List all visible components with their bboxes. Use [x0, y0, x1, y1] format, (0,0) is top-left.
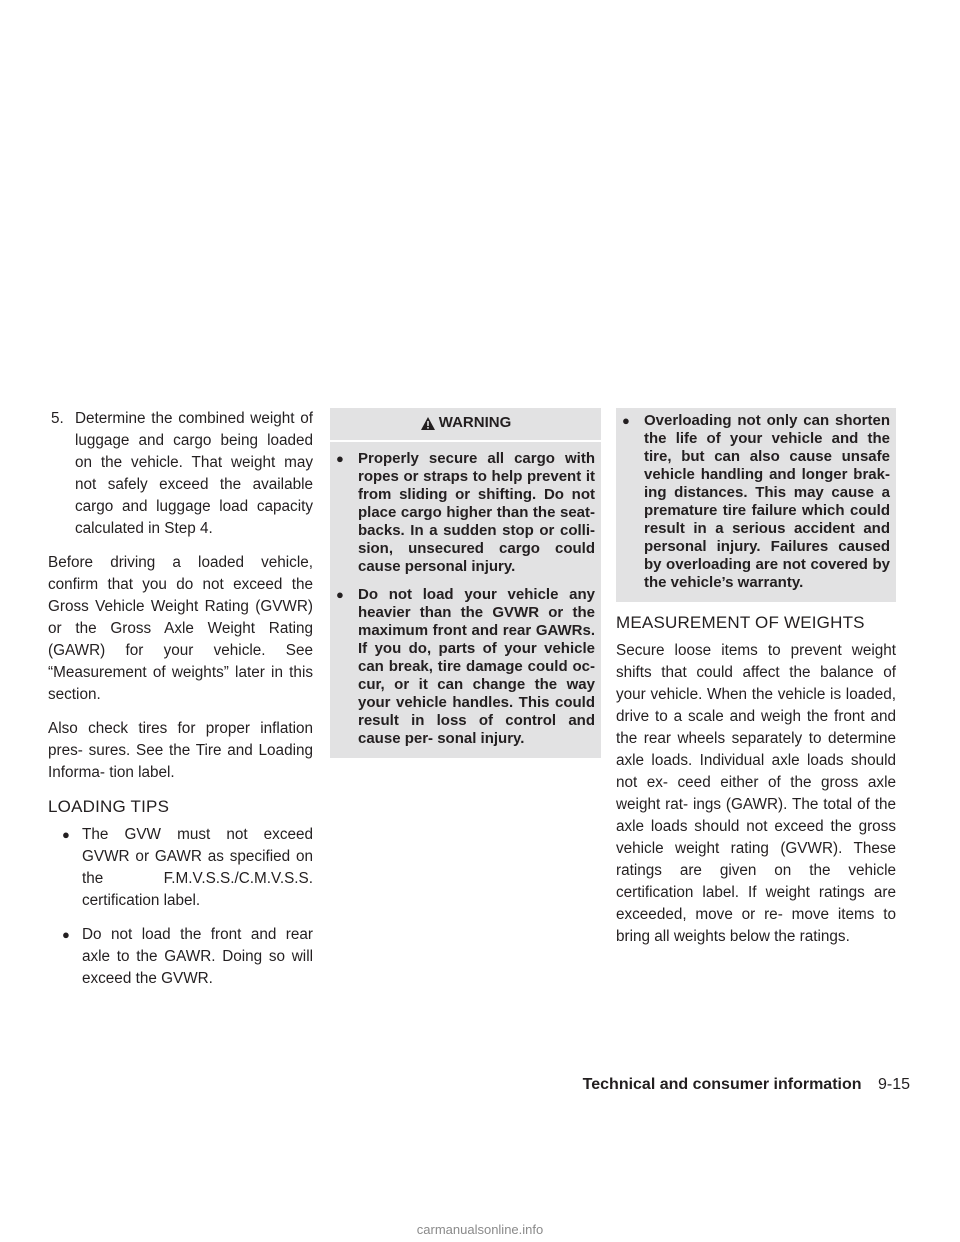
bullet-text: Do not load the front and rear axle to the GAWR. Doing so will exceed the GVWR. [82, 926, 313, 987]
footer-section-title: Technical and consumer information [582, 1076, 862, 1093]
step-5 [48, 408, 313, 540]
loading-tips-heading: LOADING TIPS [48, 797, 170, 816]
warning-item-text: Overloading not only can shorten the life of your vehicle and the tire, but can also cause unsafe vehicle handling and longer brak- ing distances. This may cause a premature tire failure which could result in a serious accident and personal injury. Failures caused by overloading are not covered by the vehicle’s warranty. [644, 412, 890, 591]
warning-header [330, 412, 601, 442]
warning-item [336, 586, 595, 748]
bullet-icon: ● [622, 413, 630, 428]
column-3 [616, 408, 896, 960]
bullet-icon: ● [336, 587, 344, 602]
bullet-item [62, 824, 313, 912]
measurement-heading: MEASUREMENT OF WEIGHTS [616, 613, 865, 632]
bullet-item [62, 924, 313, 990]
warning-title: WARNING [438, 414, 512, 431]
bullet-icon: ● [336, 451, 344, 466]
paragraph-measurement: Secure loose items to prevent weight shifts that could affect the balance of your vehicle. When the vehicle is loaded, drive to a scale and weigh the front and the rear wheels separately to determine axle loads. Individual axle loads should not ex- ceed either of the gross axle weight rat- ings (GAWR). The total of the axle loads should not exceed the gross vehicle weight rating (GVWR). These ratings are given on the vehicle certification label. If weight ratings are exceeded, move or re- move items to bring all weights below the ratings. [616, 642, 896, 945]
page-number: 9-15 [877, 1076, 910, 1093]
warning-item [336, 450, 595, 576]
warning-triangle-icon [420, 416, 436, 431]
column-1 [48, 408, 313, 1002]
bullet-icon: ● [62, 827, 70, 842]
paragraph-confirm-ratings: Before driving a loaded vehicle, confirm that you do not exceed the Gross Vehicle Weight Rating (GVWR) or the Gross Axle Weight Rating (GAWR) for your vehicle. See “Measurement of weights” later in this section. [48, 554, 313, 703]
watermark: carmanualsonline.info [416, 1222, 544, 1237]
warning-item-text: Properly secure all cargo with ropes or straps to help prevent it from sliding or shifting. Do not place cargo higher than the seat- backs. In a sudden stop or colli- sion, unsecured cargo could cause personal injury. [358, 450, 595, 575]
step-number: 5. [51, 410, 64, 427]
warning-item-text: Do not load your vehicle any heavier than the GVWR or the maximum front and rear GAWRs. If you do, parts of your vehicle can break, tire damage could oc- cur, or it can change the way your vehicle handles. This could result in loss of control and cause per- sonal injury. [358, 586, 595, 747]
step-text: Determine the combined weight of luggage and cargo being loaded on the vehicle. That weight may not safely exceed the available cargo and luggage load capacity calculated in Step 4. [75, 410, 313, 537]
paragraph-tire-inflation: Also check tires for proper inflation pres- sures. See the Tire and Loading Informa- tion label. [48, 720, 313, 781]
column-2 [330, 408, 601, 758]
page-footer [583, 1076, 910, 1094]
bullet-icon: ● [62, 927, 70, 942]
bullet-text: The GVW must not exceed GVWR or GAWR as specified on the F.M.V.S.S./C.M.V.S.S. certification label. [82, 826, 313, 909]
warning-box-continued [616, 408, 896, 602]
warning-box [330, 408, 601, 758]
warning-item [622, 412, 890, 592]
